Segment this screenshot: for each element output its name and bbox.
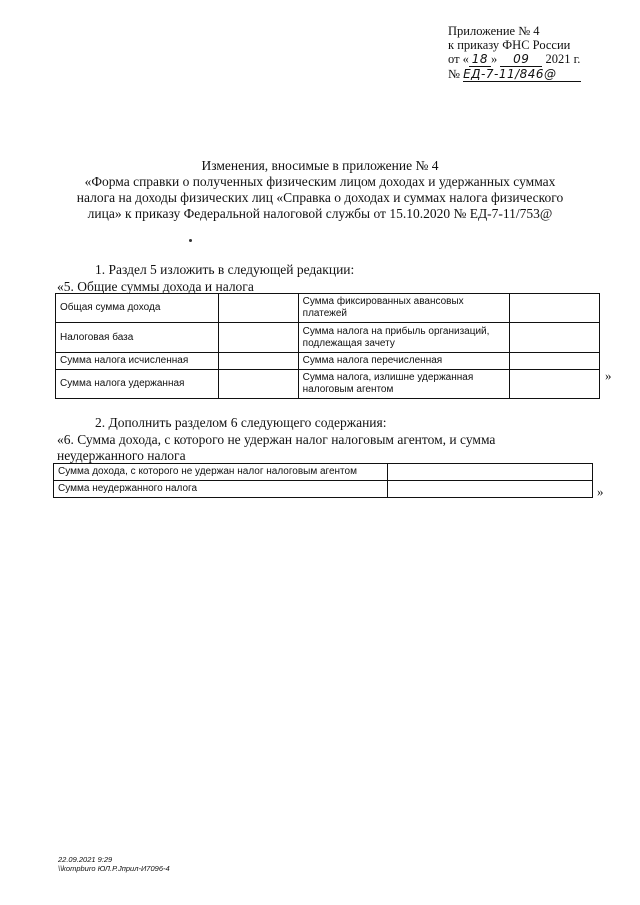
footer-timestamp: 22.09.2021 9:29 [58, 855, 113, 864]
order-year: 2021 г. [545, 52, 581, 66]
table-cell-empty [218, 353, 298, 370]
file-footer [58, 855, 170, 873]
section6-heading: «6. Сумма дохода, с которого не удержан налог налоговым агентом, и сумма неудержанного налога [57, 432, 496, 463]
title-line-4: лица» к приказу Федеральной налоговой службы от 15.10.2020 № ЕД-7-11/753@ [87, 206, 553, 221]
table-cell-empty [509, 353, 599, 370]
section5-heading: «5. Общие суммы дохода и налога [57, 279, 254, 294]
table-cell: Сумма налога удержанная [56, 370, 219, 399]
table-cell-empty [509, 323, 599, 353]
table-cell-empty [218, 323, 298, 353]
title-line-3: налога на доходы физических лиц «Справка о доходах и суммах налога физического [76, 190, 564, 205]
title-line-2: «Форма справки о полученных физическим лицом доходах и удержанных суммах [84, 174, 556, 189]
scan-dot [189, 239, 192, 242]
table-cell-empty [218, 370, 298, 399]
order-day: 18 [469, 52, 491, 67]
order-month: 09 [500, 52, 542, 67]
table-cell: Сумма налога, излишне удержанная налоговым агентом [298, 370, 509, 399]
table-cell-empty [509, 294, 599, 323]
table-row [54, 481, 593, 498]
section5-instruction: 1. Раздел 5 изложить в следующей редакции: [95, 262, 355, 277]
table-cell-empty [218, 294, 298, 323]
table-cell: Сумма дохода, с которого не удержан налог налоговым агентом [54, 464, 388, 481]
document-title [60, 158, 580, 222]
order-number: № ЕД-7-11/846@ [448, 67, 581, 82]
table-cell: Сумма налога перечисленная [298, 353, 509, 370]
table-cell-empty [388, 464, 593, 481]
table-cell: Сумма неудержанного налога [54, 481, 388, 498]
appendix-label: Приложение № 4 [448, 24, 540, 38]
table-cell: Налоговая база [56, 323, 219, 353]
table-row [56, 323, 600, 353]
title-line-1: Изменения, вносимые в приложение № 4 [201, 158, 439, 173]
table-cell: Сумма фиксированных авансовых платежей [298, 294, 509, 323]
section5-table [55, 293, 600, 399]
table-row [54, 464, 593, 481]
section6-closing-quote: » [597, 484, 604, 499]
order-label: к приказу ФНС России [448, 38, 571, 52]
table-row [56, 294, 600, 323]
table-cell-empty [509, 370, 599, 399]
table-row [56, 353, 600, 370]
footer-path: \\kompburo ЮЛ.Р.Jприл-И7096-4 [58, 864, 170, 873]
approval-header [448, 24, 581, 82]
table-row [56, 370, 600, 399]
table-cell: Общая сумма дохода [56, 294, 219, 323]
table-cell: Сумма налога на прибыль организаций, подлежащая зачету [298, 323, 509, 353]
table-cell-empty [388, 481, 593, 498]
order-date: от « 18 » 09 2021 г. [448, 52, 581, 66]
section6-instruction: 2. Дополнить разделом 6 следующего содержания: [95, 415, 387, 430]
table-cell: Сумма налога исчисленная [56, 353, 219, 370]
section5-closing-quote: » [605, 368, 612, 383]
section6-table [53, 463, 593, 498]
order-number-value: ЕД-7-11/846@ [463, 67, 581, 82]
